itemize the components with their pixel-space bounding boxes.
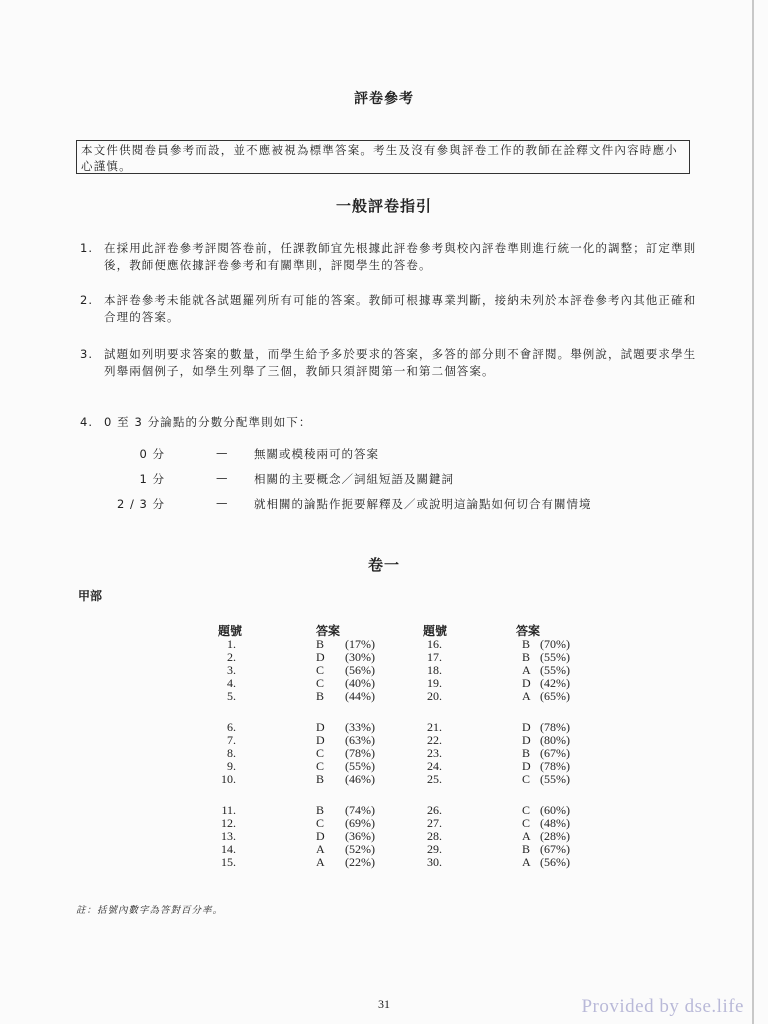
answer-letter: C — [316, 663, 325, 677]
question-number: 5. — [227, 689, 236, 703]
correct-percentage: (44%) — [345, 689, 375, 703]
guideline-number: 4. — [80, 415, 94, 429]
correct-percentage: (67%) — [540, 746, 570, 760]
guideline-number: 3. — [80, 347, 94, 361]
score-dash: — — [216, 446, 229, 460]
correct-percentage: (55%) — [345, 759, 375, 773]
question-column-header: 題號 — [423, 624, 448, 638]
answer-letter: B — [316, 689, 325, 703]
question-number: 2. — [227, 650, 236, 664]
question-number: 4. — [227, 676, 236, 690]
answer-column-header: 答案 — [516, 624, 541, 638]
question-number: 17. — [427, 650, 442, 664]
question-number: 22. — [427, 733, 442, 747]
answer-letter: C — [522, 772, 531, 786]
correct-percentage: (63%) — [345, 733, 375, 747]
question-number: 8. — [227, 746, 236, 760]
answer-letter: B — [316, 637, 325, 651]
page-number: 31 — [378, 997, 390, 1011]
question-number: 23. — [427, 746, 442, 760]
correct-percentage: (42%) — [540, 676, 570, 690]
question-number: 7. — [227, 733, 236, 747]
question-number: 13. — [221, 829, 236, 843]
footnote: 註：括號內數字為答對百分率。 — [76, 905, 224, 916]
answer-letter: A — [522, 855, 531, 869]
guideline-item — [80, 240, 700, 274]
score-value: 2 / 3 分 — [117, 497, 165, 511]
score-value: 0 分 — [139, 447, 165, 461]
question-number: 27. — [427, 816, 442, 830]
answer-letter: D — [522, 733, 531, 747]
answer-letter: B — [316, 803, 325, 817]
guideline-number: 2. — [80, 293, 94, 307]
correct-percentage: (48%) — [540, 816, 570, 830]
answer-letter: C — [522, 816, 531, 830]
correct-percentage: (78%) — [540, 720, 570, 734]
correct-percentage: (36%) — [345, 829, 375, 843]
correct-percentage: (70%) — [540, 637, 570, 651]
question-number: 20. — [427, 689, 442, 703]
correct-percentage: (60%) — [540, 803, 570, 817]
guideline-text: 本評卷參考未能就各試題羅列所有可能的答案。教師可根據專業判斷，接納未列於本評卷參考內其他正確和合理的答案。 — [104, 293, 697, 324]
question-number: 21. — [427, 720, 442, 734]
correct-percentage: (78%) — [345, 746, 375, 760]
answer-letter: B — [316, 772, 325, 786]
watermark: Provided by dse.life — [581, 996, 744, 1017]
question-number: 19. — [427, 676, 442, 690]
answer-letter: D — [522, 676, 531, 690]
question-column-header: 題號 — [218, 624, 243, 638]
correct-percentage: (65%) — [540, 689, 570, 703]
question-number: 28. — [427, 829, 442, 843]
question-number: 30. — [427, 855, 442, 869]
question-number: 16. — [427, 637, 442, 651]
question-number: 15. — [221, 855, 236, 869]
section-label: 甲部 — [78, 589, 103, 603]
answer-column-header: 答案 — [316, 624, 341, 638]
correct-percentage: (52%) — [345, 842, 375, 856]
score-description: 相關的主要概念／詞組短語及關鍵詞 — [254, 472, 454, 486]
question-number: 26. — [427, 803, 442, 817]
answer-letter: B — [522, 746, 531, 760]
correct-percentage: (33%) — [345, 720, 375, 734]
notice-box: 本文件供閱卷員參考而設，並不應被視為標準答案。考生及沒有參與評卷工作的教師在詮釋文件內容時應小心謹慎。 — [76, 140, 690, 174]
answer-letter: A — [522, 663, 531, 677]
question-number: 29. — [427, 842, 442, 856]
answer-letter: C — [316, 759, 325, 773]
guideline-number: 1. — [80, 241, 94, 255]
answer-letter: A — [522, 829, 531, 843]
answer-letter: C — [316, 746, 325, 760]
question-number: 24. — [427, 759, 442, 773]
answer-letter: D — [316, 829, 325, 843]
guideline-text: 試題如列明要求答案的數量，而學生給予多於要求的答案，多答的部分則不會評閱。舉例說，試題要求學生列舉兩個例子，如學生列舉了三個，教師只須評閱第一和第二個答案。 — [104, 347, 697, 378]
correct-percentage: (30%) — [345, 650, 375, 664]
correct-percentage: (55%) — [540, 650, 570, 664]
correct-percentage: (55%) — [540, 663, 570, 677]
question-number: 14. — [221, 842, 236, 856]
answer-letter: C — [316, 816, 325, 830]
score-description: 就相關的論點作扼要解釋及／或說明這論點如何切合有關情境 — [254, 497, 592, 511]
question-number: 9. — [227, 759, 236, 773]
correct-percentage: (40%) — [345, 676, 375, 690]
correct-percentage: (80%) — [540, 733, 570, 747]
answer-letter: B — [522, 650, 531, 664]
answer-letter: A — [522, 689, 531, 703]
guideline-item — [80, 292, 700, 326]
correct-percentage: (67%) — [540, 842, 570, 856]
correct-percentage: (46%) — [345, 772, 375, 786]
guideline-text: 0 至 3 分論點的分數分配準則如下： — [104, 415, 312, 429]
answer-letter: B — [522, 637, 531, 651]
paper-heading: 卷一 — [367, 556, 400, 574]
correct-percentage: (78%) — [540, 759, 570, 773]
correct-percentage: (55%) — [540, 772, 570, 786]
correct-percentage: (17%) — [345, 637, 375, 651]
general-guidelines-heading: 一般評卷指引 — [335, 197, 432, 215]
question-number: 10. — [221, 772, 236, 786]
question-number: 11. — [221, 803, 236, 817]
guideline-item — [80, 346, 700, 380]
answer-letter: A — [316, 842, 325, 856]
question-number: 18. — [427, 663, 442, 677]
question-number: 25. — [427, 772, 442, 786]
guideline-item — [80, 414, 700, 431]
answer-letter: D — [316, 650, 325, 664]
guideline-text: 在採用此評卷參考評閱答卷前，任課教師宜先根據此評卷參考與校內評卷準則進行統一化的調整；訂定準則後，教師便應依據評卷參考和有關準則，評閱學生的答卷。 — [104, 241, 697, 272]
correct-percentage: (69%) — [345, 816, 375, 830]
page-title: 評卷參考 — [354, 91, 414, 107]
question-number: 6. — [227, 720, 236, 734]
correct-percentage: (28%) — [540, 829, 570, 843]
answer-letter: C — [316, 676, 325, 690]
question-number: 12. — [221, 816, 236, 830]
answer-letter: A — [316, 855, 325, 869]
correct-percentage: (74%) — [345, 803, 375, 817]
answer-letter: D — [522, 759, 531, 773]
score-dash: — — [216, 471, 229, 485]
correct-percentage: (56%) — [345, 663, 375, 677]
answer-letter: D — [522, 720, 531, 734]
score-description: 無關或模稜兩可的答案 — [254, 447, 379, 461]
correct-percentage: (22%) — [345, 855, 375, 869]
score-dash: — — [216, 496, 229, 510]
question-number: 3. — [227, 663, 236, 677]
correct-percentage: (56%) — [540, 855, 570, 869]
answer-table — [0, 637, 768, 877]
answer-letter: C — [522, 803, 531, 817]
score-value: 1 分 — [139, 472, 165, 486]
answer-letter: D — [316, 733, 325, 747]
answer-letter: D — [316, 720, 325, 734]
answer-letter: B — [522, 842, 531, 856]
question-number: 1. — [227, 637, 236, 651]
